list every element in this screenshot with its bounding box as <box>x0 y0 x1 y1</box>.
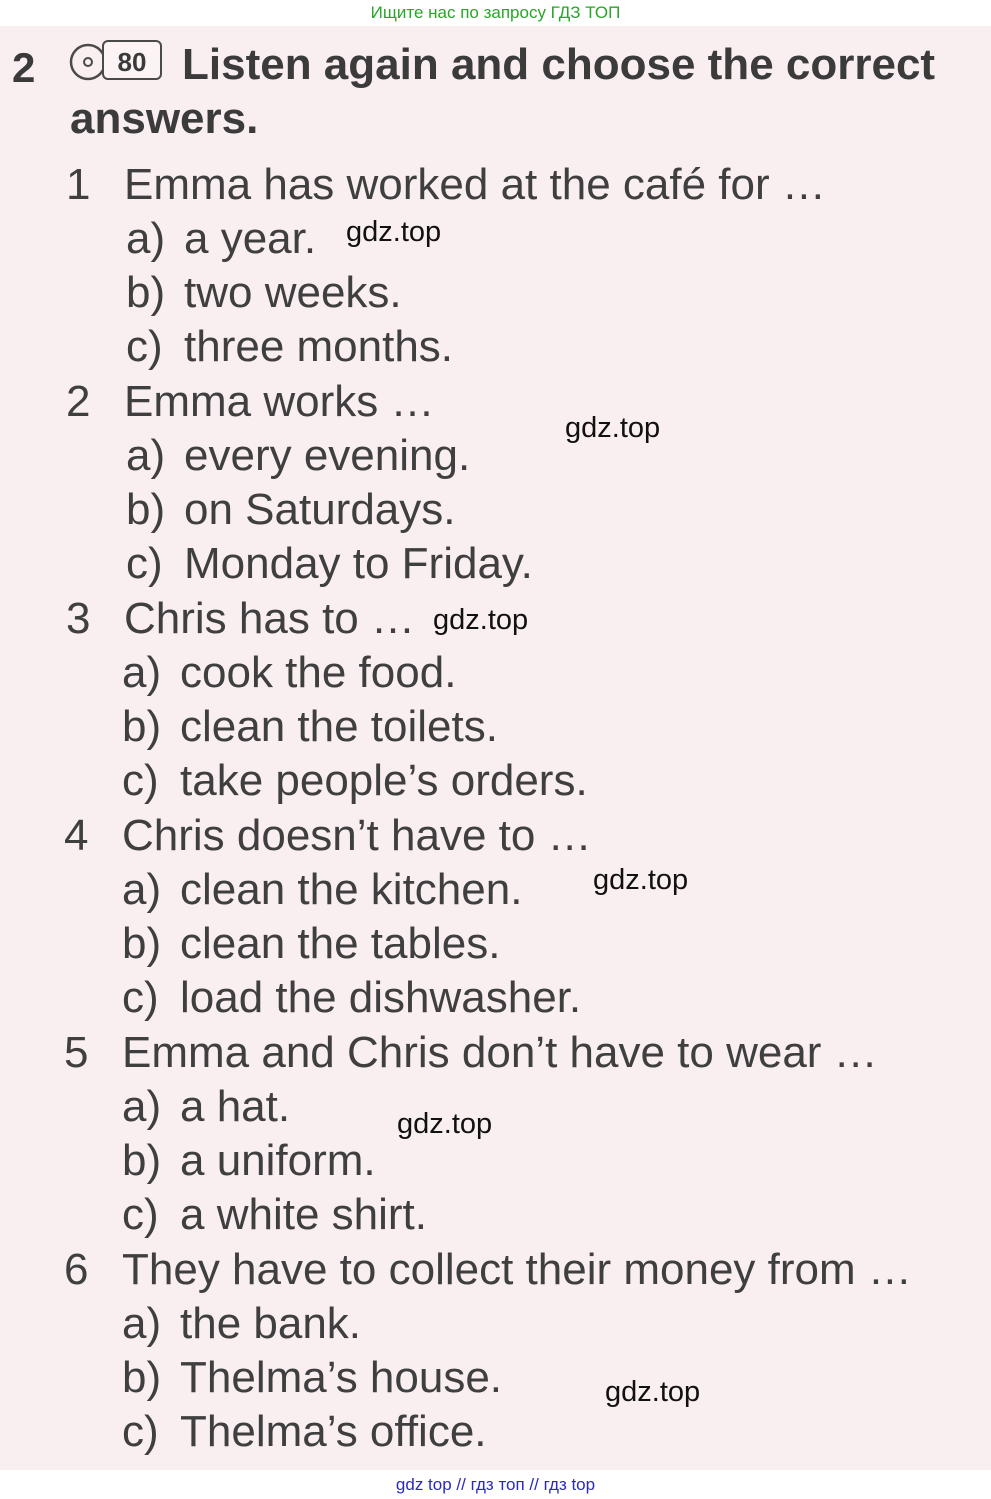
question-text: Chris has to … <box>124 594 415 643</box>
option-6c <box>122 1407 487 1457</box>
option-text: a uniform. <box>180 1136 376 1185</box>
option-letter: c) <box>122 1407 159 1456</box>
option-letter: a) <box>122 1082 162 1131</box>
option-2b <box>126 485 456 535</box>
option-4c <box>122 973 581 1023</box>
option-3b <box>122 702 498 752</box>
option-text: Thelma’s office. <box>180 1407 487 1456</box>
track-number-badge: 80 <box>102 40 162 80</box>
question-5 <box>64 1028 878 1078</box>
option-6b <box>122 1353 502 1403</box>
option-letter: b) <box>122 702 162 751</box>
option-2c <box>126 539 533 589</box>
option-text: clean the tables. <box>180 919 501 968</box>
question-number: 6 <box>64 1245 89 1294</box>
watermark: gdz.top <box>346 216 442 248</box>
option-text: take people’s orders. <box>180 756 588 805</box>
question-number: 4 <box>64 811 89 860</box>
bottom-banner: gdz top // гдз топ // гдз top <box>0 1470 991 1499</box>
watermark: gdz.top <box>565 412 661 444</box>
option-4b <box>122 919 500 969</box>
question-2 <box>66 377 434 427</box>
option-text: three months. <box>184 322 454 371</box>
question-text: Emma and Chris don’t have to wear … <box>122 1028 878 1077</box>
option-letter: a) <box>122 648 162 697</box>
option-3c <box>122 756 588 806</box>
question-number: 3 <box>66 594 91 643</box>
option-letter: b) <box>122 1353 162 1402</box>
option-letter: b) <box>126 485 166 534</box>
question-4 <box>64 811 592 861</box>
question-1 <box>66 160 826 210</box>
option-letter: b) <box>122 919 162 968</box>
option-text: a white shirt. <box>180 1190 427 1239</box>
option-text: two weeks. <box>184 268 402 317</box>
option-text: the bank. <box>180 1299 362 1348</box>
question-text: They have to collect their money from … <box>122 1245 912 1294</box>
option-2a <box>126 431 470 481</box>
option-letter: a) <box>126 431 166 480</box>
option-letter: a) <box>122 1299 162 1348</box>
question-6 <box>64 1245 912 1295</box>
question-text: Chris doesn’t have to … <box>122 811 592 860</box>
option-text: Thelma’s house. <box>180 1353 503 1402</box>
question-text: Emma has worked at the café for … <box>124 160 826 209</box>
option-letter: c) <box>122 756 159 805</box>
option-text: Monday to Friday. <box>184 539 533 588</box>
option-text: load the dishwasher. <box>180 973 582 1022</box>
option-letter: b) <box>122 1136 162 1185</box>
option-1b <box>126 268 402 318</box>
option-6a <box>122 1299 361 1349</box>
watermark: gdz.top <box>433 604 529 636</box>
option-1a <box>126 214 316 264</box>
question-number: 2 <box>66 377 91 426</box>
option-letter: c) <box>122 1190 159 1239</box>
watermark: gdz.top <box>605 1376 701 1408</box>
option-5b <box>122 1136 376 1186</box>
option-text: clean the toilets. <box>180 702 498 751</box>
option-text: on Saturdays. <box>184 485 456 534</box>
option-5a <box>122 1082 290 1132</box>
question-text: Emma works … <box>124 377 435 426</box>
exercise-title: Listen again and choose the correct answers. <box>70 40 936 143</box>
watermark: gdz.top <box>397 1108 493 1140</box>
option-3a <box>122 648 456 698</box>
option-text: a year. <box>184 214 317 263</box>
option-text: every evening. <box>184 431 471 480</box>
option-letter: b) <box>126 268 166 317</box>
option-text: clean the kitchen. <box>180 865 523 914</box>
option-4a <box>122 865 522 915</box>
option-letter: a) <box>122 865 162 914</box>
exercise-number: 2 <box>12 44 36 91</box>
option-5c <box>122 1190 427 1240</box>
watermark: gdz.top <box>593 864 689 896</box>
option-text: cook the food. <box>180 648 457 697</box>
option-letter: c) <box>122 973 159 1022</box>
top-banner: Ищите нас по запросу ГДЗ ТОП <box>0 0 991 26</box>
option-letter: a) <box>126 214 166 263</box>
option-text: a hat. <box>180 1082 291 1131</box>
option-1c <box>126 322 453 372</box>
question-number: 1 <box>66 160 91 209</box>
question-3 <box>66 594 415 644</box>
option-letter: c) <box>126 539 163 588</box>
question-number: 5 <box>64 1028 89 1077</box>
option-letter: c) <box>126 322 163 371</box>
